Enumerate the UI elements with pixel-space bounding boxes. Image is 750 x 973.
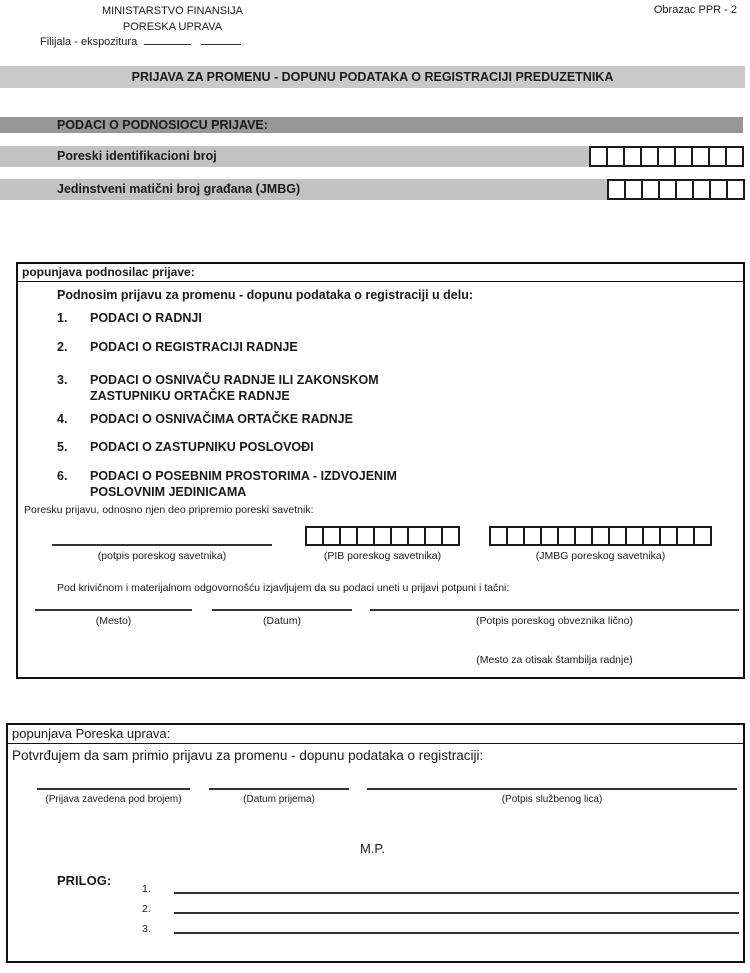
attachment-line-1[interactable] (174, 892, 739, 894)
place-label: (Mesto) (95, 615, 132, 627)
item-text: PODACI O ZASTUPNIKU POSLOVOĐI (90, 440, 314, 454)
branch-blank-2[interactable] (201, 44, 241, 45)
pib-label: Poreski identifikacioni broj (57, 149, 217, 163)
item-number: 5. (57, 440, 68, 454)
item-number: 3. (57, 373, 68, 387)
advisor-jmbg-boxes[interactable] (489, 526, 712, 546)
jmbg-label: Jedinstveni matični broj građana (JMBG) (57, 182, 301, 196)
digit-cell[interactable] (441, 526, 460, 546)
form-title-banner: PRIJAVA ZA PROMENU - DOPUNU PODATAKA O REGISTRACIJI PREDUZETNIKA (0, 66, 745, 88)
item-number: 2. (57, 340, 68, 354)
attachment-number-1: 1. (142, 883, 151, 895)
advisor-signature-line[interactable] (52, 544, 272, 546)
pib-digit-boxes[interactable] (589, 146, 744, 167)
item-text: PODACI O REGISTRACIJI RADNJE (90, 340, 298, 354)
stamp-abbreviation: M.P. (359, 841, 386, 856)
tax-office-box-header: popunjava Poreska uprava: (8, 725, 743, 744)
stamp-area-label: (Mesto za otisak štambilja radnje) (476, 654, 633, 666)
item-text: PODACI O OSNIVAČU RADNJE ILI ZAKONSKOM ZASTUPNIKU ORTAČKE RADNJE (90, 373, 379, 403)
advisor-signature-label: (potpis poreskog savetnika) (97, 550, 227, 562)
date-label: (Datum) (263, 615, 301, 627)
digit-cell[interactable] (693, 526, 712, 546)
digit-cell[interactable] (725, 146, 744, 167)
item-number: 6. (57, 469, 68, 483)
jmbg-digit-boxes[interactable] (607, 179, 745, 200)
receipt-date-line[interactable] (209, 788, 349, 790)
advisor-pib-boxes[interactable] (305, 526, 460, 546)
applicant-box-header: popunjava podnosilac prijave: (18, 264, 743, 282)
pib-field-bar (0, 146, 590, 167)
attachment-number-3: 3. (142, 923, 151, 935)
attachment-line-2[interactable] (174, 912, 739, 914)
jmbg-field-bar (0, 179, 607, 200)
filing-number-line[interactable] (37, 788, 190, 790)
declaration-text: Pod krivičnom i materijalnom odgovornošću izjavljujem da su podaci uneti u prijavi potpuni i tačni: (57, 582, 510, 594)
digit-cell[interactable] (726, 179, 745, 200)
applicant-box (16, 262, 745, 679)
taxpayer-signature-line[interactable] (370, 609, 739, 611)
tax-office-box (6, 723, 745, 963)
taxpayer-signature-label: (Potpis poreskog obveznika lično) (476, 615, 633, 627)
advisor-jmbg-label: (JMBG poreskog savetnika) (535, 550, 666, 562)
item-number: 1. (57, 311, 68, 325)
receipt-confirmation-text: Potvrđujem da sam primio prijavu za promenu - dopunu podataka o registraciji: (12, 748, 484, 763)
official-signature-line[interactable] (367, 788, 737, 790)
item-text: PODACI O RADNJI (90, 311, 202, 325)
attachments-label: PRILOG: (57, 873, 112, 888)
ministry-name: MINISTARSTVO FINANSIJA (102, 5, 243, 17)
official-signature-label: (Potpis službenog lica) (501, 794, 603, 805)
advisor-note: Poresku prijavu, odnosno njen deo pripremio poreski savetnik: (24, 504, 314, 516)
applicant-section-header: PODACI O PODNOSIOCU PRIJAVE: (0, 117, 743, 133)
item-text: PODACI O POSEBNIM PROSTORIMA - IZDVOJENIM POSLOVNIM JEDINICAMA (90, 469, 397, 499)
change-intro: Podnosim prijavu za promenu - dopunu podataka o registraciji u delu: (57, 288, 474, 302)
branch-blank-1[interactable] (144, 44, 191, 45)
item-text: PODACI O OSNIVAČIMA ORTAČKE RADNJE (90, 412, 353, 426)
receipt-date-label: (Datum prijema) (243, 794, 315, 805)
form-code: Obrazac PPR - 2 (653, 4, 737, 16)
item-number: 4. (57, 412, 68, 426)
place-line[interactable] (35, 609, 192, 611)
branch-row (40, 36, 241, 48)
filing-number-label: (Prijava zavedena pod brojem) (45, 794, 182, 805)
tax-administration-name: PORESKA UPRAVA (122, 21, 223, 33)
advisor-pib-label: (PIB poreskog savetnika) (323, 550, 442, 562)
issuer-header (85, 3, 260, 35)
branch-label: Filijala - ekspozitura (40, 36, 138, 48)
attachment-line-3[interactable] (174, 932, 739, 934)
attachment-number-2: 2. (142, 903, 151, 915)
date-line[interactable] (212, 609, 352, 611)
